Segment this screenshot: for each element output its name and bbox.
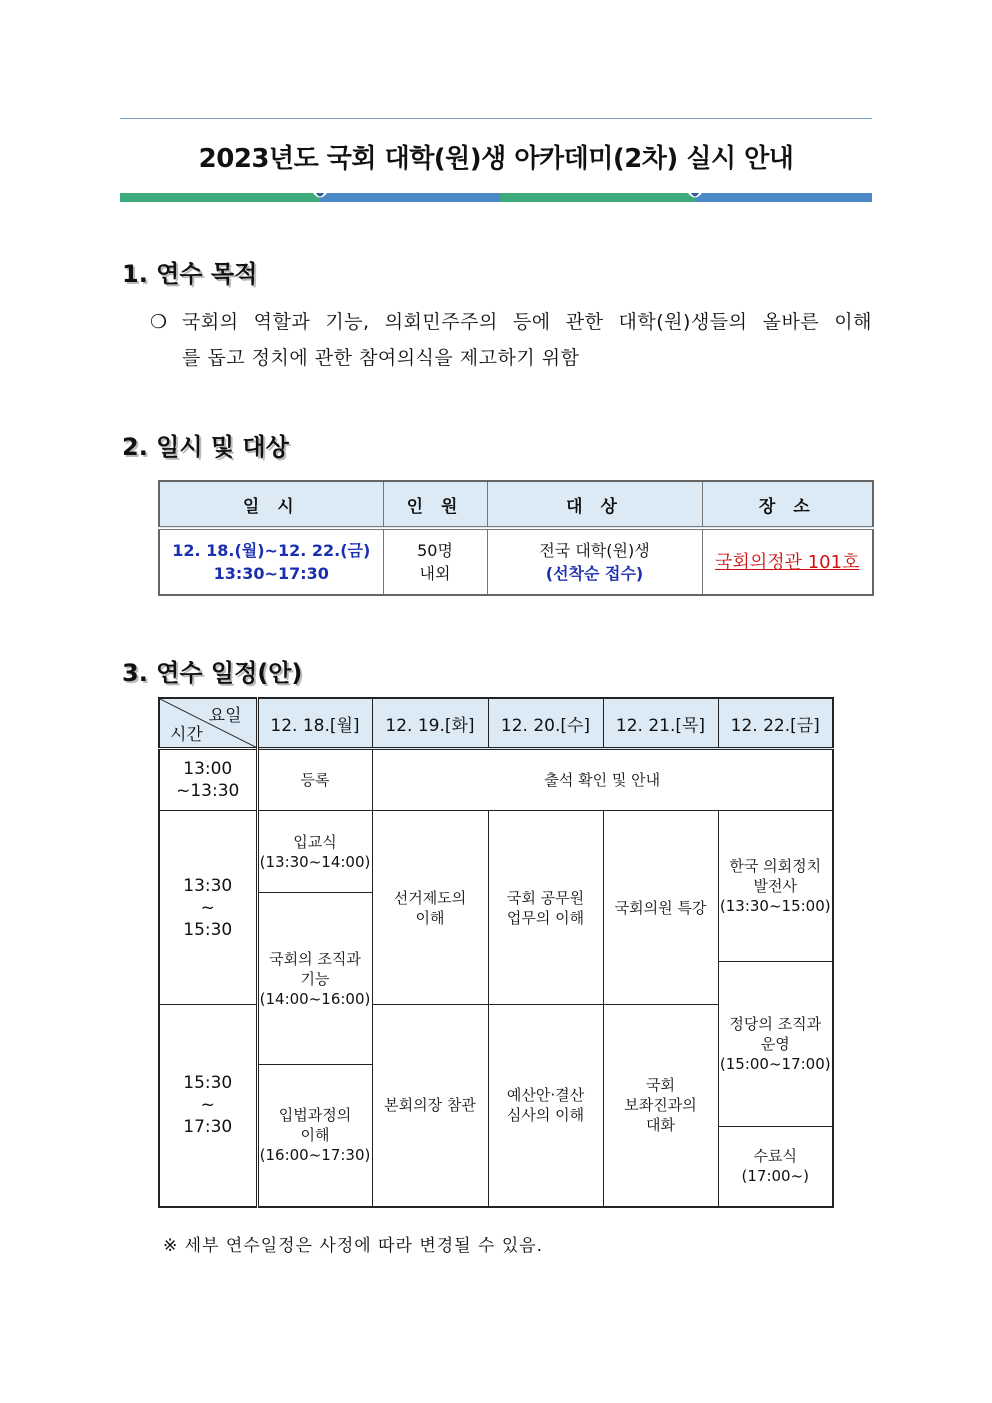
time-text: 13:30 <box>183 875 233 896</box>
time-slot-3 <box>159 1005 257 1207</box>
session-title: 국회의 조직과 <box>269 949 361 968</box>
day-header-tue: 12. 19.[화] <box>372 698 488 749</box>
header-date: 일 시 <box>159 481 383 528</box>
session-title: 보좌진과의 <box>624 1096 697 1115</box>
footnote: ※ 세부 연수일정은 사정에 따라 변경될 수 있음. <box>163 1236 544 1256</box>
mon-organization-cell <box>257 893 372 1065</box>
session-time: (17:00~) <box>741 1167 809 1186</box>
target-cell <box>487 528 702 595</box>
time-text: ~ <box>200 1095 215 1116</box>
date-cell <box>159 528 383 595</box>
schedule-summary-table <box>158 480 874 596</box>
session-title: 국회 <box>646 1076 675 1095</box>
session-title: 이해 <box>415 908 445 927</box>
thu-aides-cell <box>603 1005 718 1207</box>
fri-party-cell <box>718 962 833 1127</box>
day-header-wed: 12. 20.[수] <box>488 698 603 749</box>
session-time: (13:30~14:00) <box>259 852 371 871</box>
session-title: 대화 <box>646 1116 675 1135</box>
section1-heading: 1. 연수 목적 <box>122 260 258 288</box>
session-time: (15:00~17:00) <box>719 1055 831 1073</box>
header-people: 인 원 <box>383 481 487 528</box>
session-title: 운영 <box>760 1035 790 1053</box>
time-text: ~13:30 <box>176 781 240 801</box>
fri-history-cell <box>718 811 833 962</box>
corner-header <box>159 698 257 749</box>
fri-graduation-cell <box>718 1127 833 1207</box>
time-text: 15:30 <box>183 1073 233 1094</box>
people-cell <box>383 528 487 595</box>
time-text: 17:30 <box>183 1117 233 1138</box>
thu-lecture-cell: 국회의원 특강 <box>603 811 718 1005</box>
time-text: 15:30 <box>183 919 233 940</box>
session-title: 발전사 <box>753 877 797 895</box>
section1-line2: 를 돕고 정치에 관한 참여의식을 제고하기 위함 <box>182 347 580 369</box>
session-title: 입교식 <box>293 832 337 851</box>
place-text: 국회의정관 101호 <box>715 551 860 573</box>
session-title: 심사의 이해 <box>506 1106 585 1125</box>
mon-legislation-cell <box>257 1065 372 1207</box>
attendance-cell: 출석 확인 및 안내 <box>372 749 833 811</box>
mon-opening-cell <box>257 811 372 893</box>
session-title: 한국 의회정치 <box>729 857 822 875</box>
session-title: 업무의 이해 <box>506 908 585 927</box>
session-title: 선거제도의 <box>393 888 467 907</box>
corner-time-label: 시간 <box>170 725 203 745</box>
session-title: 국회 공무원 <box>506 888 585 907</box>
session-title: 기능 <box>300 969 330 988</box>
session-time: (13:30~15:00) <box>719 897 831 915</box>
day-header-fri: 12. 22.[금] <box>718 698 833 749</box>
corner-day-label: 요일 <box>208 706 242 726</box>
session-time: (16:00~17:30) <box>259 1146 371 1165</box>
session-time: (14:00~16:00) <box>259 989 371 1008</box>
date-range: 12. 18.(월)~12. 22.(금) <box>172 541 371 560</box>
time-slot-2 <box>159 811 257 1005</box>
session-title: 입법과정의 <box>278 1106 352 1125</box>
training-schedule-table <box>158 697 834 1208</box>
title-top-rule <box>120 118 872 119</box>
session-title: 예산안·결산 <box>506 1086 585 1105</box>
header-place: 장 소 <box>702 481 873 528</box>
time-text: ~ <box>200 897 215 918</box>
section1-line1: 국회의 역할과 기능, 의회민주주의 등에 관한 대학(원)생들의 올바른 이해 <box>182 311 872 333</box>
section3-heading: 3. 연수 일정(안) <box>122 659 303 687</box>
day-header-thu: 12. 21.[목] <box>603 698 718 749</box>
section2-heading: 2. 일시 및 대상 <box>122 433 289 461</box>
title-decorative-bar <box>120 190 872 202</box>
session-title: 정당의 조직과 <box>729 1015 822 1033</box>
place-cell <box>702 528 873 595</box>
wed-officials-cell <box>488 811 603 1005</box>
tue-plenary-cell: 본회의장 참관 <box>372 1005 488 1207</box>
people-count: 50명 <box>417 541 453 560</box>
wed-budget-cell <box>488 1005 603 1207</box>
header-target: 대 상 <box>487 481 702 528</box>
target-text: 전국 대학(원)생 <box>539 541 650 560</box>
document-title: 2023년도 국회 대학(원)생 아카데미(2차) 실시 안내 <box>198 144 794 174</box>
tue-election-cell <box>372 811 488 1005</box>
time-text: 13:00 <box>183 759 233 779</box>
day-header-mon: 12. 18.[월] <box>257 698 372 749</box>
session-title: 수료식 <box>753 1147 797 1166</box>
section1-bullet: ❍ <box>150 311 168 333</box>
time-slot-1 <box>159 749 257 811</box>
time-range: 13:30~17:30 <box>213 564 329 583</box>
people-approx: 내외 <box>419 564 451 583</box>
session-title: 이해 <box>300 1126 330 1145</box>
first-come-note: (선착순 접수) <box>545 564 644 583</box>
registration-cell: 등록 <box>257 749 372 811</box>
